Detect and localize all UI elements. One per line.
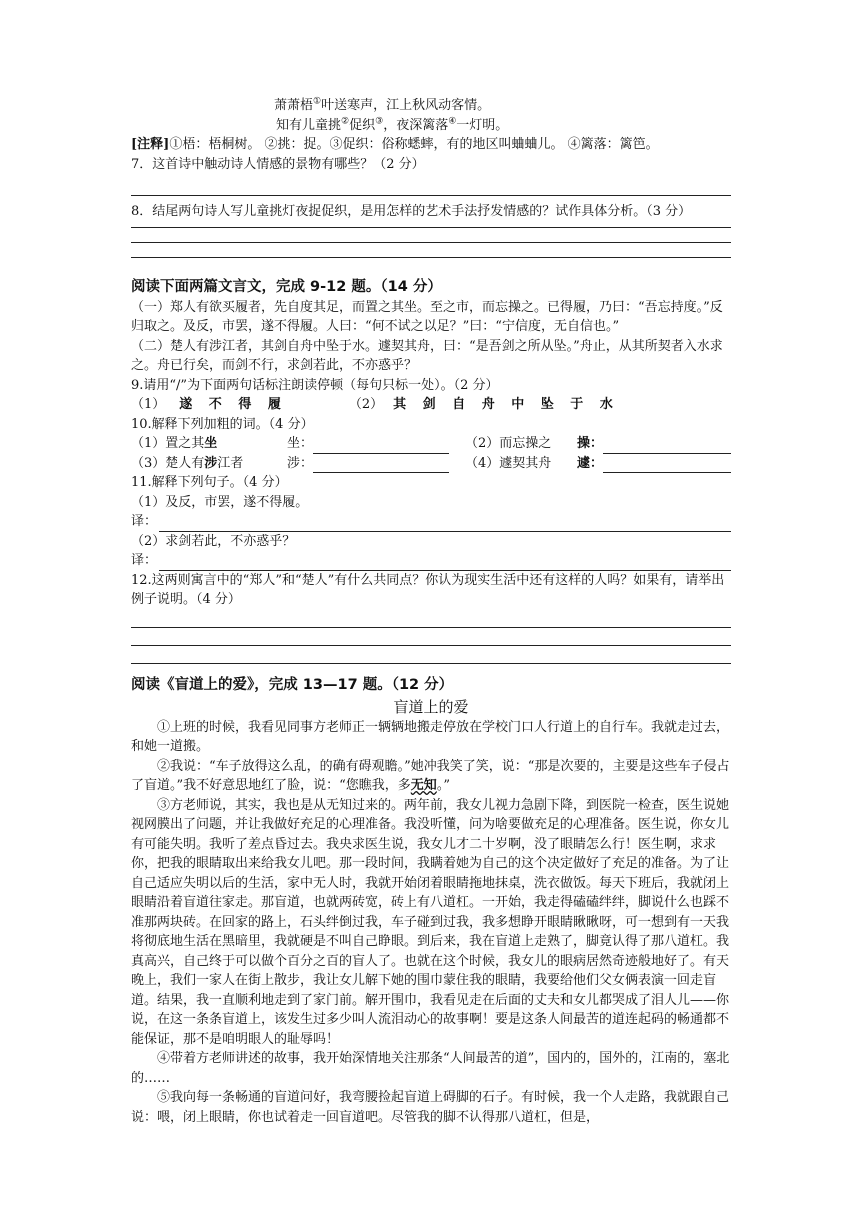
- question-9: 9.请用“/”为下面两句话标注朗读停顿（每句只标一处）。（2 分）: [131, 377, 499, 393]
- poem: [274, 96, 731, 135]
- answer-blank[interactable]: [159, 517, 731, 532]
- section-header: 阅读《盲道上的爱》，完成 13—17 题。（12 分）: [131, 676, 454, 693]
- question-11: 11.解释下列句子。（4 分）: [131, 475, 288, 490]
- article-title: 盲道上的爱: [393, 697, 469, 716]
- article-paragraph-3: ③方老师说，其实，我也是从无知过来的。两年前，我女儿视力急剧下降，到医院一检查，医生说她视网膜出了问题，并让我做好充足的心理准备。我没听懂，问为啥要做充足的心理准备。医生说，你女儿有可能失明。我听了差点昏过去。我央求医生说，我女儿才二十岁啊，没了眼睛怎么行！医生啊，求求你，把我的眼睛取出来给我女儿吧。那一段时间，我瞒着她为自己的这个决定做好了充足的准备。为了让自己适应失明以后的生活，家中无人时，我就开始闭着眼睛拖地抹桌，洗衣做饭。每天下班后，我就闭上眼睛沿着盲道往家走。那盲道，也就两砖宽，砖上有八道杠。一开始，我走得磕磕绊绊，脚说什么也踩不准那两块砖。在回家的路上，石头绊倒过我，车子碰到过我，我多想睁开眼睛瞅瞅呀，可一想到有一天我将彻底地生活在黑暗里，我就硬是不叫自己睁眼。到后来，我在盲道上走熟了，脚竟认得了那八道杠。我真高兴，自己终于可以做个百分之百的盲人了。也就在这个时候，我女儿的眼病居然奇迹般地好了。有天晚上，我们一家人在街上散步，我让女儿解下她的围巾蒙住我的眼睛，我要给他们父女俩表演一回走盲道。结果，我一直顺利地走到了家门前。解开围巾，我看见走在后面的丈夫和女儿都哭成了泪人儿——你说，在这一条条盲道上，该发生过多少叫人流泪动心的故事啊！要是这条人间最苦的道连起码的畅通都不能保证，那不是咱明眼人的耻辱吗！: [131, 797, 730, 1047]
- poem-text: 叶送寒声，江上秋风动客情。: [321, 98, 491, 113]
- word-context: （3）楚人有涉江者: [131, 455, 244, 471]
- document-page: [131, 96, 731, 1127]
- pause-sentence-1: 遂 不 得 履: [179, 397, 287, 412]
- word-context: （2）而忘操之: [465, 436, 552, 451]
- poem-text: 萧萧梧: [274, 98, 314, 113]
- pause-sentence-2: 其 剑 自 舟 中 坠 于 水: [393, 397, 619, 412]
- poem-line-1: [274, 96, 731, 116]
- item-label: （1）: [131, 397, 166, 412]
- answer-blank[interactable]: [159, 556, 731, 571]
- answer-blank[interactable]: [313, 458, 449, 473]
- translation-line: [131, 512, 731, 532]
- poem-text: ，夜深篱落: [383, 117, 449, 133]
- sentence-2: （2）求剑若此，不亦惑乎？: [131, 533, 296, 549]
- poem-text: 一灯明。: [456, 117, 509, 133]
- word-context: （1）置之其坐: [131, 436, 218, 451]
- item-label: （2）: [348, 397, 384, 412]
- underlined-word: 无知: [410, 778, 437, 793]
- answer-blank[interactable]: [603, 458, 731, 473]
- footnote-mark: ①: [313, 96, 322, 107]
- answer-space: [131, 174, 731, 194]
- footnote-mark: ④: [448, 116, 457, 127]
- section-header: 阅读下面两篇文言文，完成 9-12 题。（14 分）: [131, 278, 442, 295]
- word-label: 遽：: [577, 455, 604, 471]
- question-10: 10.解释下列加粗的词。（4 分）: [131, 416, 314, 432]
- sentence-1: （1）及反，市罢，遂不得履。: [131, 494, 309, 510]
- question-9-items: [131, 395, 731, 415]
- article-paragraph-5: ⑤我向每一条畅通的盲道问好，我弯腰捡起盲道上碍脚的石子。有时候，我一个人走路，我就跟自己说：喂，闭上眼睛，你也试着走一回盲道吧。尽管我的脚不认得那八道杠，但是，: [131, 1090, 730, 1125]
- translation-label: 译：: [131, 553, 158, 568]
- poem-line-2: [276, 116, 731, 136]
- article-paragraph-4: ④带着方老师讲述的故事，我开始深情地关注那条“人间最苦的道”，国内的，国外的，江南的，塞北的……: [131, 1051, 730, 1086]
- question-8: 8．结尾两句诗人写儿童挑灯夜捉促织，是用怎样的艺术手法抒发情感的？试作具体分析。（3 分）: [131, 204, 692, 219]
- classical-text-1: （一）郑人有欲买履者，先自度其足，而置之其坐。至之市，而忘操之。已得履，乃曰：“吾忘持度。”反归取之。及反，市罢，遂不得履。人曰：“何不试之以足？”曰：“宁信度，无自信也。”: [131, 299, 723, 334]
- answer-blank[interactable]: [313, 439, 449, 454]
- question-7: 7．这首诗中触动诗人情感的景物有哪些？（2 分）: [131, 156, 425, 172]
- question-10-row-1: [131, 434, 731, 454]
- poem-text: 促织: [349, 117, 376, 133]
- article-paragraph-1: ①上班的时候，我看见同事方老师正一辆辆地搬走停放在学校门口人行道上的自行车。我就走过去，和她一道搬。: [131, 719, 730, 754]
- translation-line: [131, 551, 731, 571]
- word-label: 涉：: [287, 455, 314, 471]
- poem-text: 知有儿童挑: [276, 117, 342, 133]
- footnote-mark: ③: [375, 116, 384, 127]
- note-text: ①梧：梧桐树。 ②挑：捉。③促织：俗称蟋蟀，有的地区叫蛐蛐儿。 ④篱落：篱笆。: [169, 137, 659, 152]
- answer-blank[interactable]: [603, 439, 731, 454]
- question-10-row-2: [131, 454, 731, 474]
- question-12: 12.这两则寓言中的“郑人”和“楚人”有什么共同点？你认为现实生活中还有这样的人吗？如果有，请举出例子说明。（4 分）: [131, 572, 725, 607]
- classical-text-2: （二）楚人有涉江者，其剑自舟中坠于水。遽契其舟，曰：“是吾剑之所从坠。”舟止，从其所契者入水求之。舟已行矣，而剑不行，求剑若此，不亦惑乎？: [131, 338, 723, 373]
- article-paragraph-2: ②我说：“车子放得这么乱，的确有碍观瞻。”她冲我笑了笑，说：“那是次要的，主要是这些车子侵占了盲道。”我不好意思地红了脸，说：“您瞧我，多无知。”: [131, 758, 730, 793]
- answer-line: [131, 194, 731, 196]
- word-context: （4）遽契其舟: [465, 455, 552, 471]
- translation-label: 译：: [131, 514, 158, 529]
- footnote-mark: ②: [341, 116, 350, 127]
- word-label: 坐：: [287, 436, 314, 451]
- word-label: 操：: [577, 436, 604, 451]
- annotation-note: [131, 135, 731, 155]
- note-label: [注释]: [131, 137, 170, 152]
